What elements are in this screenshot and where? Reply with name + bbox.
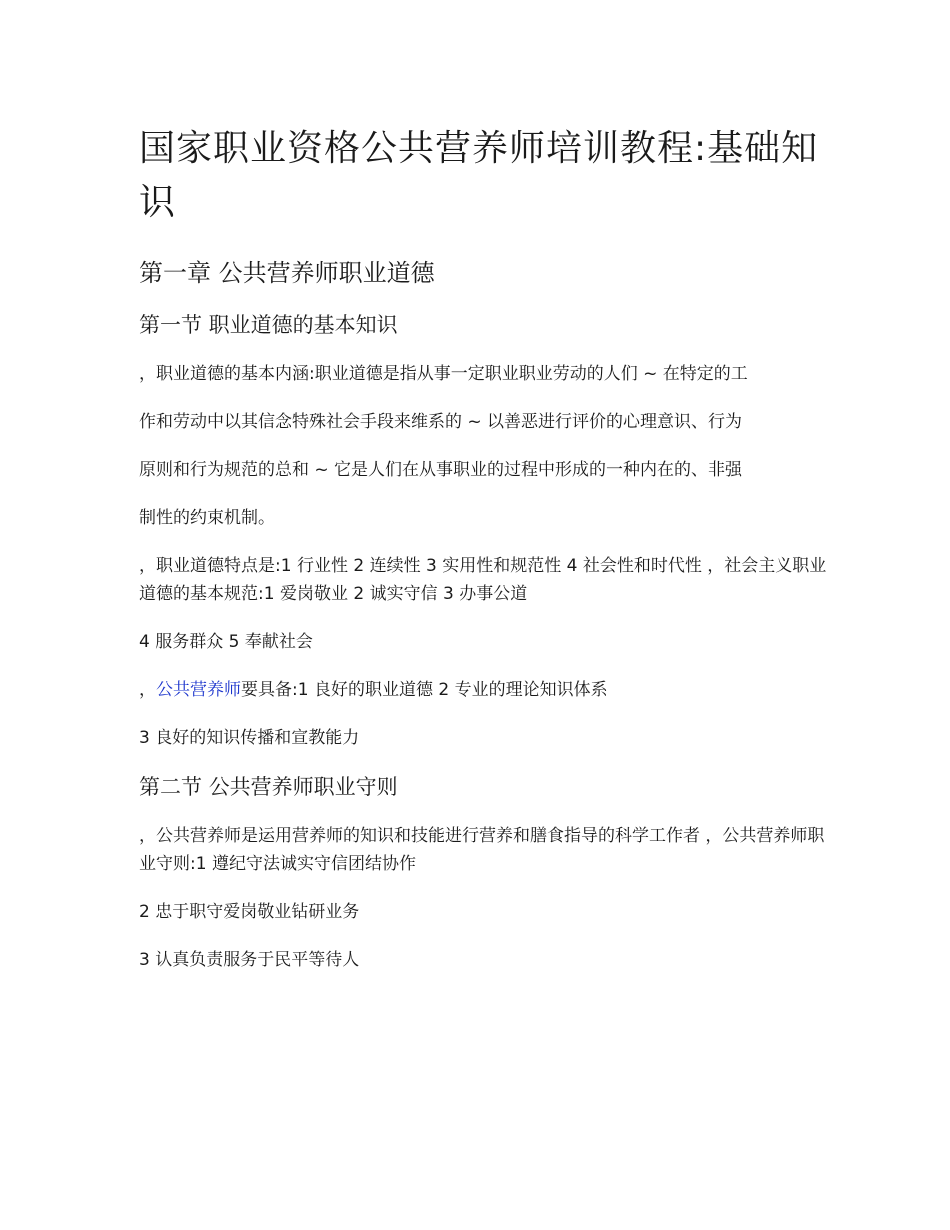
- paragraph: ，职业道德的基本内涵:职业道德是指从事一定职业职业劳动的人们 ~ 在特定的工: [139, 364, 748, 384]
- section-title-2: 第二节 公共营养师职业守则: [139, 775, 398, 799]
- paragraph: 3 良好的知识传播和宣教能力: [139, 728, 360, 748]
- requirements-paragraph: [139, 676, 829, 704]
- paragraph: 3 认真负责服务于民平等待人: [139, 950, 360, 970]
- nutritionist-link[interactable]: 公共营养师: [156, 680, 241, 700]
- requirements-text: 要具备:1 良好的职业道德 2 专业的理论知识体系: [241, 680, 608, 700]
- paragraph: 制性的约束机制。: [139, 508, 275, 528]
- document-title: 国家职业资格公共营养师培训教程:基础知识: [139, 128, 819, 223]
- document-page: [139, 122, 829, 994]
- section-title-1: 第一节 职业道德的基本知识: [139, 313, 398, 337]
- paragraph: ，职业道德特点是:1 行业性 2 连续性 3 实用性和规范性 4 社会性和时代性 ，社会主义职业道德的基本规范:1 爱岗敬业 2 诚实守信 3 办事公道: [139, 556, 827, 604]
- paragraph: ，公共营养师是运用营养师的知识和技能进行营养和膳食指导的科学工作者 ，公共营养师职业守则:1 遵纪守法诚实守信团结协作: [139, 826, 825, 874]
- paragraph: 作和劳动中以其信念特殊社会手段来维系的 ~ 以善恶进行评价的心理意识、行为: [139, 412, 743, 432]
- requirements-prefix: ，: [139, 680, 156, 700]
- paragraph: 2 忠于职守爱岗敬业钻研业务: [139, 902, 360, 922]
- paragraph: 4 服务群众 5 奉献社会: [139, 632, 313, 652]
- paragraph: 原则和行为规范的总和 ~ 它是人们在从事职业的过程中形成的一种内在的、非强: [139, 460, 743, 480]
- chapter-title: 第一章 公共营养师职业道德: [139, 259, 435, 287]
